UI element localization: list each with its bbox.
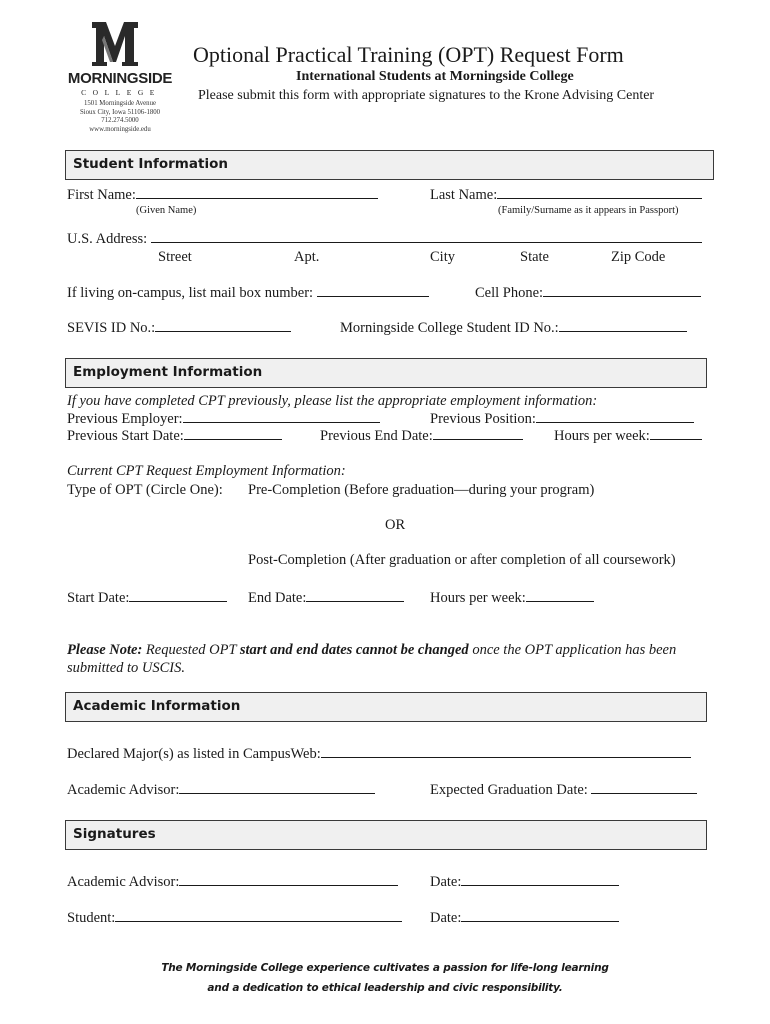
us-address-field[interactable] xyxy=(151,230,702,243)
address-city: Sioux City, Iowa 51106-1800 xyxy=(79,108,161,116)
us-address-label: U.S. Address: xyxy=(67,231,148,247)
cell-phone-label: Cell Phone: xyxy=(475,285,544,301)
post-completion-option[interactable]: Post-Completion (After graduation or after completion of all coursework) xyxy=(248,552,676,568)
address-phone: 712.274.5000 xyxy=(101,117,139,125)
logo-name: MORNINGSIDE xyxy=(67,70,173,87)
student-id-row xyxy=(340,319,687,337)
graduation-label: Expected Graduation Date: xyxy=(430,782,588,798)
mailbox-field[interactable] xyxy=(317,284,429,297)
please-note-line2: submitted to USCIS. xyxy=(67,660,186,676)
cpt-intro: If you have completed CPT previously, please list the appropriate employment information: xyxy=(67,393,598,409)
addr-state-caption: State xyxy=(520,249,549,265)
hours-label: Hours per week: xyxy=(430,590,526,606)
signatures-heading: Signatures xyxy=(65,820,707,850)
student-signature-row xyxy=(67,909,402,927)
logo-address xyxy=(64,100,176,134)
end-date-field[interactable] xyxy=(306,589,404,602)
prev-employer-label: Previous Employer: xyxy=(67,411,183,427)
first-name-hint: (Given Name) xyxy=(136,205,197,216)
student-id-label: Morningside College Student ID No.: xyxy=(340,320,559,336)
mailbox-row xyxy=(67,284,429,302)
prev-hours-field[interactable] xyxy=(650,427,702,440)
prev-start-label: Previous Start Date: xyxy=(67,428,184,444)
mailbox-label: If living on-campus, list mail box number: xyxy=(67,285,314,301)
academic-information-heading: Academic Information xyxy=(65,692,707,722)
please-note-line1 xyxy=(67,642,676,659)
please-note-label: Please Note: xyxy=(67,642,143,658)
addr-apt-caption: Apt. xyxy=(294,249,320,265)
major-field[interactable] xyxy=(321,745,691,758)
prev-end-label: Previous End Date: xyxy=(320,428,433,444)
graduation-field[interactable] xyxy=(591,781,697,794)
please-note-bold: start and end dates cannot be changed xyxy=(239,642,469,658)
first-name-row xyxy=(67,186,378,204)
student-signature-field[interactable] xyxy=(115,909,402,922)
prev-end-row xyxy=(320,427,523,445)
first-name-field[interactable] xyxy=(136,186,378,199)
end-date-label: End Date: xyxy=(248,590,307,606)
student-date-field[interactable] xyxy=(461,909,619,922)
prev-end-field[interactable] xyxy=(433,427,523,440)
prev-employer-field[interactable] xyxy=(183,410,380,423)
end-date-row xyxy=(248,589,404,607)
advisor-date-field[interactable] xyxy=(461,873,619,886)
hours-field[interactable] xyxy=(526,589,594,602)
form-subtitle: International Students at Morningside College xyxy=(296,69,574,84)
student-date-label: Date: xyxy=(430,910,462,926)
please-note-part2: once the OPT application has been xyxy=(468,642,677,658)
advisor-label: Academic Advisor: xyxy=(67,782,180,798)
start-date-field[interactable] xyxy=(129,589,227,602)
address-street: 1501 Morningside Avenue xyxy=(84,100,156,107)
student-information-heading: Student Information xyxy=(65,150,714,180)
prev-start-field[interactable] xyxy=(184,427,282,440)
student-signature-label: Student: xyxy=(67,910,116,926)
address-row xyxy=(67,230,702,248)
please-note-part1: Requested OPT xyxy=(142,642,240,658)
prev-position-row xyxy=(430,410,694,428)
submission-note: Please submit this form with appropriate signatures to the Krone Advising Center xyxy=(198,88,655,103)
cell-phone-row xyxy=(475,284,701,302)
logo-college: COLLEGE xyxy=(81,88,161,97)
address-website: www.morningside.edu xyxy=(89,125,151,133)
employment-information-heading: Employment Information xyxy=(65,358,707,388)
advisor-row xyxy=(67,781,375,799)
footer-line2: and a dedication to ethical leadership and civic responsibility. xyxy=(207,982,563,994)
start-date-row xyxy=(67,589,227,607)
current-cpt-heading: Current CPT Request Employment Information: xyxy=(67,463,346,479)
advisor-signature-label: Academic Advisor: xyxy=(67,874,180,890)
last-name-label: Last Name: xyxy=(430,187,498,203)
advisor-date-label: Date: xyxy=(430,874,462,890)
addr-city-caption: City xyxy=(430,249,455,265)
sevis-label: SEVIS ID No.: xyxy=(67,320,156,336)
morningside-m-logo-icon xyxy=(90,20,140,68)
prev-position-field[interactable] xyxy=(536,410,694,423)
cell-phone-field[interactable] xyxy=(543,284,701,297)
footer-line1: The Morningside College experience cultivates a passion for life-long learning xyxy=(161,962,609,974)
sevis-row xyxy=(67,319,291,337)
advisor-signature-row xyxy=(67,873,398,891)
form-title: Optional Practical Training (OPT) Request Form xyxy=(193,42,624,67)
prev-hours-label: Hours per week: xyxy=(554,428,650,444)
advisor-field[interactable] xyxy=(179,781,375,794)
advisor-date-row xyxy=(430,873,619,891)
addr-street-caption: Street xyxy=(158,249,192,265)
student-id-field[interactable] xyxy=(559,319,687,332)
hours-row xyxy=(430,589,594,607)
last-name-row xyxy=(430,186,702,204)
sevis-field[interactable] xyxy=(155,319,291,332)
last-name-field[interactable] xyxy=(497,186,702,199)
last-name-hint: (Family/Surname as it appears in Passport) xyxy=(498,205,679,216)
prev-start-row xyxy=(67,427,282,445)
prev-position-label: Previous Position: xyxy=(430,411,536,427)
prev-employer-row xyxy=(67,410,380,428)
start-date-label: Start Date: xyxy=(67,590,130,606)
major-label: Declared Major(s) as listed in CampusWeb: xyxy=(67,746,321,762)
first-name-label: First Name: xyxy=(67,187,136,203)
graduation-row xyxy=(430,781,697,799)
or-text: OR xyxy=(385,517,406,533)
pre-completion-option[interactable]: Pre-Completion (Before graduation—during your program) xyxy=(248,482,595,498)
opt-type-label: Type of OPT (Circle One): xyxy=(67,482,223,498)
advisor-signature-field[interactable] xyxy=(179,873,398,886)
addr-zip-caption: Zip Code xyxy=(611,249,666,265)
major-row xyxy=(67,745,691,763)
student-date-row xyxy=(430,909,619,927)
prev-hours-row xyxy=(554,427,702,445)
